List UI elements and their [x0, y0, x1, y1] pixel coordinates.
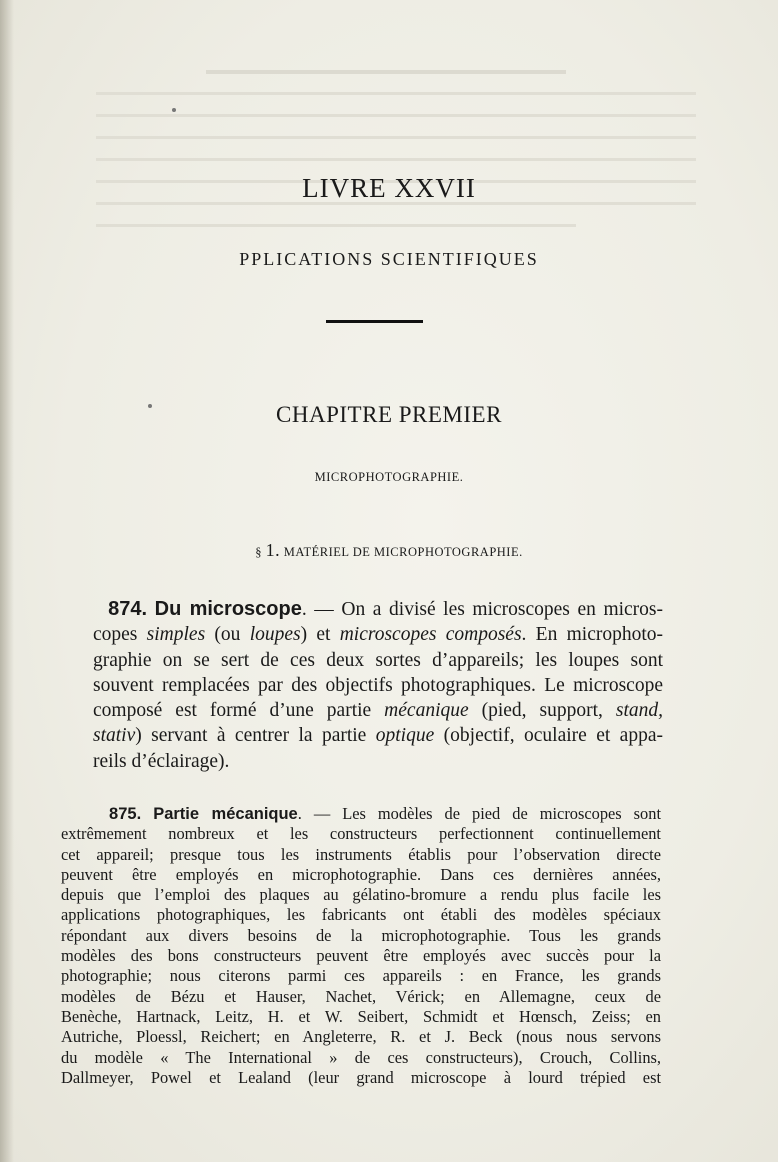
- chapter-label: CHAPITRE PREMIER: [276, 402, 502, 427]
- paragraph-heading: Partie mécanique: [153, 805, 298, 823]
- text-run: copes: [93, 624, 147, 646]
- text-run: (pied, support,: [468, 700, 616, 722]
- paragraph-line: [61, 804, 661, 824]
- italic-run: optique: [375, 725, 435, 747]
- text-run: ) servant à centrer la partie: [135, 725, 376, 747]
- paragraph-line: extrêmement nombreux et les constructeurs perfectionnent continuellement: [61, 824, 661, 844]
- paragraph-line: [93, 698, 663, 723]
- paragraph-line: applications photographiques, les fabricants ont établi des modèles spéciaux: [61, 905, 661, 925]
- text-run: composé est formé d’une partie: [93, 700, 385, 722]
- paragraph-line: répondant aux divers besoins de la microphotographie. Tous les grands: [61, 925, 661, 945]
- paragraph-line: modèles de Bézu et Hauser, Nachet, Vérick; en Allemagne, ceux de: [61, 986, 661, 1006]
- paragraph-line: reils d’éclairage).: [93, 750, 230, 772]
- text-run: ) et: [300, 624, 340, 646]
- paragraph-line: Autriche, Ploessl, Reichert; en Angleterre, R. et J. Beck (nous nous servons: [61, 1027, 661, 1047]
- paragraph-line: cet appareil; presque tous les instruments établis pour l’observation directe: [61, 844, 661, 864]
- paragraph-874: [93, 597, 663, 774]
- divider-rule: [326, 320, 423, 323]
- text-run: (objectif, oculaire et appa-: [434, 725, 663, 747]
- book-subtitle: PPLICATIONS SCIENTIFIQUES: [239, 249, 539, 269]
- book-title: LIVRE XXVII: [302, 173, 476, 203]
- paragraph-875: [61, 804, 661, 1088]
- italic-run: loupes: [249, 624, 301, 646]
- show-through-lines: [96, 62, 696, 252]
- paragraph-line: [93, 622, 663, 647]
- italic-run: stativ: [93, 725, 136, 747]
- italic-run: microscopes composés: [339, 624, 522, 646]
- italic-run: mécanique: [384, 700, 469, 722]
- paragraph-line: graphie on se sert de ces deux sortes d’appareils; les loupes sont: [93, 649, 663, 671]
- paragraph-line: depuis que l’emploi des plaques au gélatino-bromure a rendu plus facile les: [61, 885, 661, 905]
- paragraph-line: Benèche, Hartnack, Leitz, H. et W. Seibert, Schmidt et Hœnsch, Zeiss; en: [61, 1006, 661, 1026]
- paragraph-number: 875.: [109, 805, 142, 823]
- text-run: . — On a divisé les microscopes en micros-: [301, 599, 664, 620]
- section-title: MATÉRIEL DE MICROPHOTOGRAPHIE.: [283, 545, 523, 559]
- paragraph-line: modèles des bons constructeurs peuvent être employés avec succès pour la: [61, 946, 661, 966]
- paragraph-line: photographie; nous citerons parmi ces appareils : en France, les grands: [61, 966, 661, 986]
- text-run: . En microphoto-: [521, 624, 663, 646]
- show-through-texture: [96, 62, 696, 252]
- text-run: (ou: [205, 624, 250, 646]
- chapter-title: MICROPHOTOGRAPHIE.: [314, 470, 464, 484]
- paragraph-heading: Du microscope: [154, 598, 302, 620]
- italic-run: stand,: [615, 700, 663, 722]
- paragraph-line: peuvent être employés en microphotographie. Dans ces dernières années,: [61, 864, 661, 884]
- italic-run: simples: [146, 624, 206, 646]
- paragraph-number: 874.: [108, 598, 148, 620]
- text-run: . — Les modèles de pied de microscopes sont: [297, 804, 662, 823]
- section-symbol: §: [255, 545, 263, 559]
- speck: [172, 108, 176, 112]
- paragraph-line: du modèle « The International » de ces constructeurs), Crouch, Collins,: [61, 1047, 661, 1067]
- section-heading: [0, 540, 778, 561]
- paragraph-line: [93, 723, 663, 748]
- paragraph-line: souvent remplacées par des objectifs photographiques. Le microscope: [93, 674, 663, 696]
- section-number: 1.: [265, 540, 281, 560]
- paragraph-line: [93, 597, 663, 622]
- paragraph-line: Dallmeyer, Powel et Lealand (leur grand microscope à lourd trépied est: [61, 1067, 661, 1087]
